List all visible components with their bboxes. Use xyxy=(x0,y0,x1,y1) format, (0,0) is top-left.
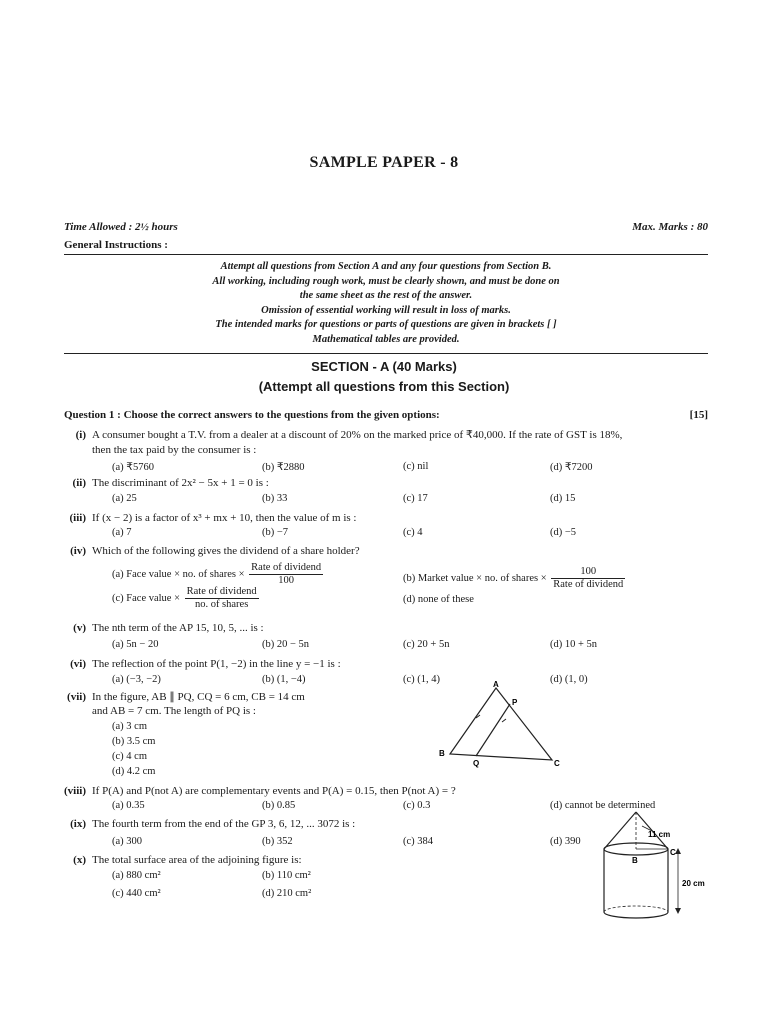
question-number: (ix) xyxy=(70,818,86,830)
option-a: (a) 3 cm xyxy=(112,721,147,732)
option-c: (c) 4 cm xyxy=(112,751,147,762)
question-vii xyxy=(60,690,305,703)
question-text: The nth term of the AP 15, 10, 5, ... is : xyxy=(92,622,264,634)
question-text: The reflection of the point P(1, −2) in the line y = −1 is : xyxy=(92,658,341,670)
option-a: (a) 880 cm² xyxy=(112,870,161,881)
option-a: (a) 300 xyxy=(112,836,143,847)
option-c-text: (c) Face value × xyxy=(112,592,181,604)
option-b-text: (b) Market value × no. of shares × xyxy=(403,572,547,584)
option-c: (c) 17 xyxy=(403,493,428,504)
question-number: (ii) xyxy=(72,477,86,489)
instruction-line: Mathematical tables are provided. xyxy=(312,333,460,345)
option-d: (d) 4.2 cm xyxy=(112,766,156,777)
question-text: If P(A) and P(not A) are complementary events and P(A) = 0.15, then P(not A) = ? xyxy=(92,785,456,797)
label-a: A xyxy=(493,680,499,689)
instruction-line: Attempt all questions from Section A and any four questions from Section B. xyxy=(220,261,552,272)
question-text: In the figure, AB ∥ PQ, CQ = 6 cm, CB = 14 cm xyxy=(92,691,305,703)
denominator: 100 xyxy=(278,575,295,586)
question-ii xyxy=(60,477,269,489)
denominator: Rate of dividend xyxy=(553,579,624,590)
option-d: (d) 390 xyxy=(550,836,581,847)
section-a-note: (Attempt all questions from this Section) xyxy=(258,379,510,394)
option-d: (d) 15 xyxy=(550,493,576,504)
option-c: (c) 20 + 5n xyxy=(403,639,450,650)
instruction-line: The intended marks for questions or parts of questions are given in brackets [ ] xyxy=(215,319,557,331)
option-b: (b) 33 xyxy=(262,493,288,504)
question-text: Which of the following gives the dividend of a share holder? xyxy=(92,545,360,557)
option-b xyxy=(403,566,627,591)
label-q: Q xyxy=(473,759,480,768)
divider xyxy=(64,353,708,354)
question-number: (vii) xyxy=(67,691,86,703)
question-vii-cont: and AB = 7 cm. The length of PQ is : xyxy=(92,705,256,717)
question-number: (iii) xyxy=(69,512,86,524)
option-d: (d) (1, 0) xyxy=(550,674,588,685)
option-d: (d) ₹7200 xyxy=(550,462,593,473)
option-b: (b) −7 xyxy=(262,527,289,538)
fraction xyxy=(185,586,259,611)
option-a: (a) 5n − 20 xyxy=(112,639,159,650)
option-c: (c) 384 xyxy=(403,836,434,847)
option-b: (b) 20 − 5n xyxy=(262,639,310,650)
question-x xyxy=(60,854,302,866)
general-instructions-heading: General Instructions : xyxy=(64,239,168,251)
question-text: The fourth term from the end of the GP 3, 6, 12, ... 3072 is : xyxy=(92,818,356,830)
instruction-line: the same sheet as the rest of the answer. xyxy=(299,290,473,302)
question-v xyxy=(60,622,264,634)
exam-meta xyxy=(64,221,708,233)
fraction xyxy=(551,566,625,591)
option-b: (b) 110 cm² xyxy=(262,870,311,881)
denominator: no. of shares xyxy=(194,599,249,610)
divider xyxy=(64,254,708,255)
label-b: B xyxy=(439,749,445,758)
question-i-cont: then the tax paid by the consumer is : xyxy=(92,444,257,456)
arrow-head-up-icon xyxy=(675,848,681,854)
label-20cm: 20 cm xyxy=(682,879,705,888)
time-allowed: Time Allowed : 2½ hours xyxy=(64,221,178,233)
numerator: Rate of dividend xyxy=(186,586,257,597)
option-d: (d) 210 cm² xyxy=(262,888,312,899)
question-1-marks: [15] xyxy=(689,409,708,421)
option-c: (c) 4 xyxy=(403,527,423,538)
option-a: (a) 7 xyxy=(112,527,132,538)
fraction xyxy=(249,562,323,587)
question-number: (iv) xyxy=(70,545,86,557)
option-a xyxy=(112,562,325,587)
question-i xyxy=(60,428,622,441)
option-d: (d) none of these xyxy=(403,594,474,605)
option-b: (b) 352 xyxy=(262,836,293,847)
option-a: (a) (−3, −2) xyxy=(112,674,161,685)
segment-pq xyxy=(476,704,510,756)
triangle-figure xyxy=(436,680,566,770)
label-c: C xyxy=(670,848,676,857)
question-number: (vi) xyxy=(70,658,86,670)
label-11cm: 11 cm xyxy=(648,830,671,839)
option-b: (b) ₹2880 xyxy=(262,462,305,473)
question-number: (v) xyxy=(73,622,86,634)
question-text: A consumer bought a T.V. from a dealer at a discount of 20% on the marked price of ₹40,000. If the rate of GST is 18%, xyxy=(92,429,623,441)
numerator: 100 xyxy=(551,566,625,579)
question-number: (x) xyxy=(73,854,86,866)
question-1-text: Question 1 : Choose the correct answers to the questions from the given options: xyxy=(64,409,440,421)
question-number: (i) xyxy=(75,429,86,441)
option-c: (c) nil xyxy=(403,461,429,472)
question-ix xyxy=(60,818,355,830)
option-a-text: (a) Face value × no. of shares × xyxy=(112,568,245,580)
cylinder-bottom-hidden xyxy=(604,906,668,912)
option-d: (d) 10 + 5n xyxy=(550,639,598,650)
instruction-line: Omission of essential working will result in loss of marks. xyxy=(261,304,511,316)
instructions-block xyxy=(64,260,708,348)
question-iii xyxy=(60,512,356,524)
option-a: (a) 0.35 xyxy=(112,800,145,811)
paper-title: SAMPLE PAPER - 8 xyxy=(309,154,459,171)
triangle-abc xyxy=(450,688,552,760)
option-c: (c) (1, 4) xyxy=(403,674,441,685)
question-text: If (x − 2) is a factor of x³ + mx + 10, then the value of m is : xyxy=(92,512,357,524)
section-a-heading: SECTION - A (40 Marks) xyxy=(311,359,457,374)
question-vi xyxy=(60,658,341,670)
question-number: (viii) xyxy=(64,785,86,797)
option-b: (b) 3.5 cm xyxy=(112,736,156,747)
option-d: (d) cannot be determined xyxy=(550,800,656,811)
question-text: The total surface area of the adjoining figure is: xyxy=(92,854,302,866)
question-text: The discriminant of 2x² − 5x + 1 = 0 is : xyxy=(92,477,269,489)
option-a: (a) ₹5760 xyxy=(112,462,154,473)
label-c: C xyxy=(554,759,560,768)
question-1-heading xyxy=(64,409,708,421)
option-c: (c) 440 cm² xyxy=(112,888,161,899)
option-d: (d) −5 xyxy=(550,527,577,538)
option-c: (c) 0.3 xyxy=(403,800,431,811)
question-iv xyxy=(60,545,360,557)
instruction-line: All working, including rough work, must be clearly shown, and must be done on xyxy=(212,275,560,287)
max-marks: Max. Marks : 80 xyxy=(632,221,708,233)
label-b: B xyxy=(632,856,638,865)
cone-cylinder-figure xyxy=(598,806,710,924)
option-a: (a) 25 xyxy=(112,493,137,504)
option-c xyxy=(112,586,261,611)
question-viii xyxy=(60,785,456,797)
arrow-head-down-icon xyxy=(675,908,681,914)
option-b: (b) 0.85 xyxy=(262,800,296,811)
label-p: P xyxy=(512,698,518,707)
cylinder-bottom xyxy=(604,912,668,918)
option-b: (b) (1, −4) xyxy=(262,674,306,685)
numerator: Rate of dividend xyxy=(251,562,322,573)
